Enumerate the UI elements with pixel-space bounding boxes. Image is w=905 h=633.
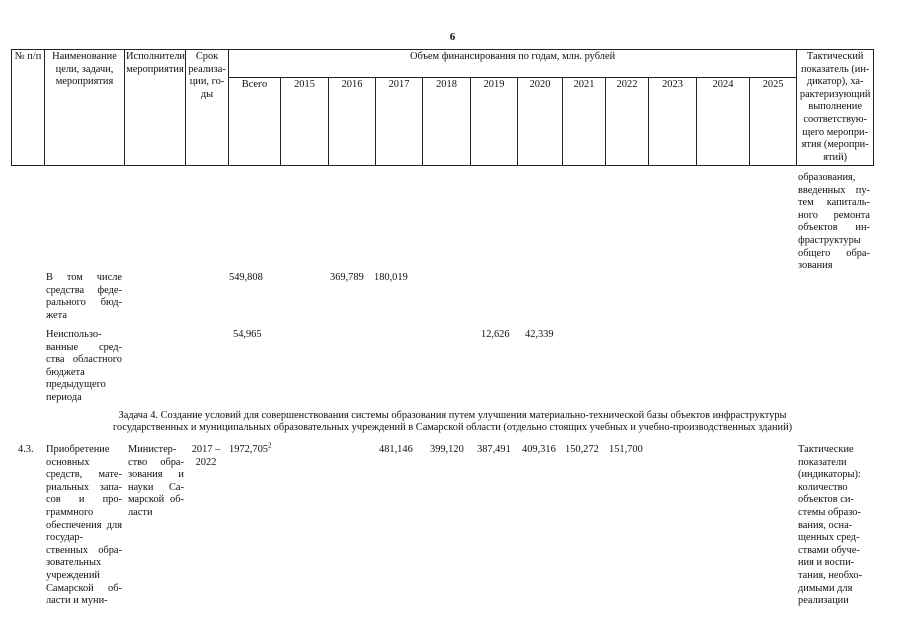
header-year: 2017 xyxy=(376,78,423,166)
header-year: 2023 xyxy=(649,78,697,166)
row-43-name: Приобретение основных средств, мате-риальных запа-сов и про-граммного обеспечения для государ-ственных обра-зовательных учреждений Самарской об-ласти и муни- xyxy=(46,444,122,607)
header-name: Наименование цели, задачи, мероприятия xyxy=(45,50,125,166)
header-year: 2015 xyxy=(281,78,329,166)
row-43-2021: 150,272 xyxy=(565,444,599,455)
header-financing: Объем финансирования по годам, млн. рублей xyxy=(229,50,797,78)
row-43-num: 4.3. xyxy=(18,444,34,455)
task-heading-line-2: государственных и муниципальных образовательных учреждений в Самарской области (отдельно стоящих учебных и учебно-производственных зданий) xyxy=(112,422,793,433)
row-43-2019: 387,491 xyxy=(477,444,511,455)
row-43-executor: Министер-ство обра-зования и науки Са-марской об-ласти xyxy=(128,444,184,518)
header-year: 2018 xyxy=(423,78,471,166)
header-year: 2025 xyxy=(750,78,797,166)
header-year: 2020 xyxy=(518,78,563,166)
task-heading-line-1: Задача 4. Создание условий для совершенствования системы образования путем улучшения материально-технической базы объектов инфраструктуры xyxy=(118,410,787,421)
row-43-total xyxy=(229,441,272,457)
row-43-2018: 399,120 xyxy=(430,444,464,455)
row-43-2022: 151,700 xyxy=(609,444,643,455)
row-federal-total: 549,808 xyxy=(229,272,263,283)
footnote-mark: 2 xyxy=(267,441,272,450)
page-number: 6 xyxy=(449,31,456,43)
row-federal-2016: 369,789 xyxy=(330,272,364,283)
row-43-2020: 409,316 xyxy=(522,444,556,455)
row-unused-2020: 42,339 xyxy=(525,329,554,340)
row-43-total-value: 1972,705 xyxy=(229,444,268,455)
header-term: Срок реализа-ции, го-ды xyxy=(186,50,229,166)
header-num: № п/п xyxy=(12,50,45,166)
table-header xyxy=(11,49,874,166)
header-total: Всего xyxy=(229,78,281,166)
header-year: 2021 xyxy=(563,78,606,166)
row-federal-name: В том числе средства феде-рального бюд-жета xyxy=(46,272,122,321)
row-unused-name: Неиспользо-ванные сред-ства областного бюджета предыдущего периода xyxy=(46,329,122,403)
header-year: 2022 xyxy=(606,78,649,166)
header-year: 2024 xyxy=(697,78,750,166)
row-unused-2019: 12,626 xyxy=(481,329,510,340)
header-year: 2016 xyxy=(329,78,376,166)
header-indicator: Тактический показатель (ин-дикатор), ха-рактеризующий выполнение соответствую-щего меропри-ятия (меропри-ятий) xyxy=(797,50,874,166)
row-unused-total: 54,965 xyxy=(233,329,262,340)
row-43-indicator: Тактические показатели (индикаторы): количество объектов си-стемы образо-вания, осна-щенных сред-ствами обуче-ния и воспи-тания, необхо-димыми для реализации xyxy=(798,444,863,607)
row-federal-2017: 180,019 xyxy=(374,272,408,283)
row-43-2017: 481,146 xyxy=(379,444,413,455)
continued-indicator: образования, введенных пу-тем капиталь-ного ремонта объектов ин-фраструктуры общего обра-зования xyxy=(798,172,870,272)
header-year: 2019 xyxy=(471,78,518,166)
row-43-term: 2017 – 2022 xyxy=(191,444,221,468)
header-executors: Исполнители мероприятия xyxy=(125,50,186,166)
